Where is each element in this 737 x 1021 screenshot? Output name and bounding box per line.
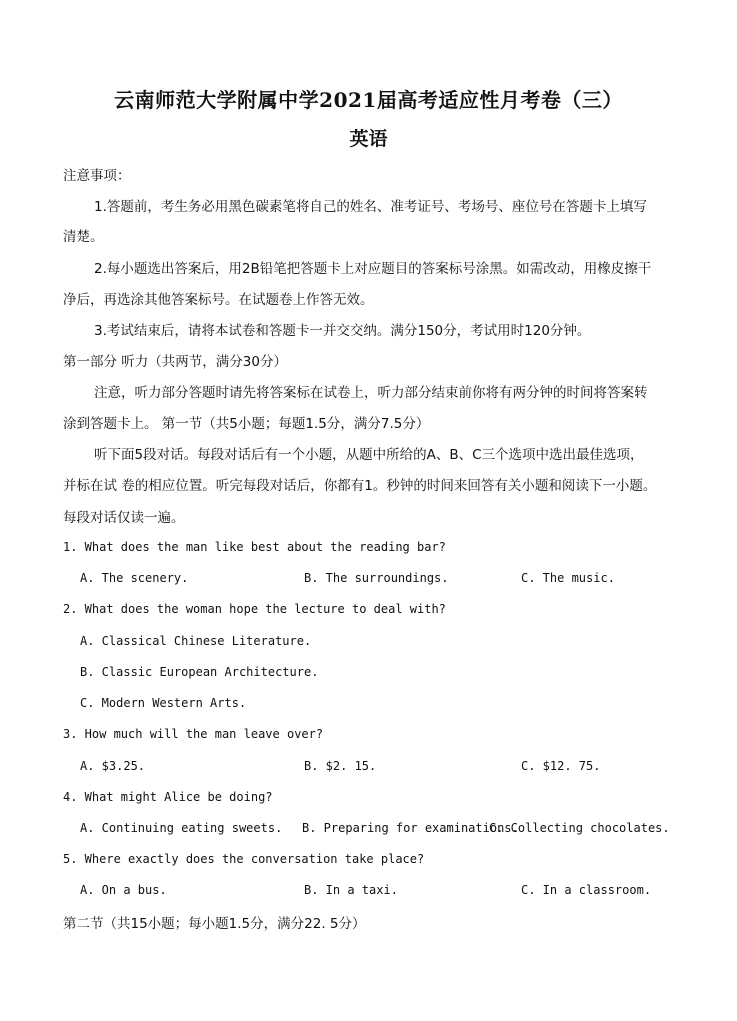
question-1-option-b: B. The surroundings. [304, 571, 449, 585]
part1-heading: 第一部分 听力（共两节，满分30分） [63, 354, 287, 370]
part1-instruction-line-2: 并标在试 卷的相应位置。听完每段对话后，你都有1。秒钟的时间来回答有关小题和阅读下一小题。 [63, 478, 657, 494]
question-3-stem: 3. How much will the man leave over? [63, 727, 324, 741]
part1-instruction-line-3: 每段对话仅读一遍。 [63, 510, 185, 526]
notice-heading: 注意事项： [63, 168, 131, 184]
question-2-option-a: A. Classical Chinese Literature. [80, 634, 312, 648]
part1-instruction-line-1: 听下面5段对话。每段对话后有一个小题，从题中所给的A、B、C三个选项中选出最佳选项， [94, 447, 644, 463]
question-4-option-a: A. Continuing eating sweets. [80, 821, 283, 835]
question-2-option-c: C. Modern Western Arts. [80, 696, 247, 710]
question-2-option-b: B. Classic European Architecture. [80, 665, 319, 679]
question-5-stem: 5. Where exactly does the conversation take place? [63, 852, 425, 866]
question-3-option-b: B. $2. 15. [304, 759, 377, 773]
notice-item-3: 3.考试结束后，请将本试卷和答题卡一并交交纳。满分150分，考试用时120分钟。 [94, 323, 591, 339]
question-3-option-c: C. $12. 75. [521, 759, 601, 773]
question-4-stem: 4. What might Alice be doing? [63, 790, 273, 804]
question-4-option-b: B. Preparing for examinations. [302, 821, 519, 835]
section2-heading: 第二节（共15小题；每小题1.5分，满分22. 5分） [63, 916, 366, 932]
subject-title: 英语 [349, 128, 388, 150]
notice-item-1-line-1: 1.答题前，考生务必用黑色碳素笔将自己的姓名、准考证号、考场号、座位号在答题卡上填写 [94, 199, 647, 215]
notice-item-2-line-2: 净后，再选涂其他答案标号。在试题卷上作答无效。 [63, 292, 374, 308]
notice-item-2-line-1: 2.每小题选出答案后，用2B铅笔把答题卡上对应题目的答案标号涂黑。如需改动，用橡皮擦干 [94, 261, 652, 277]
question-1-stem: 1. What does the man like best about the reading bar? [63, 540, 446, 554]
question-5-option-c: C. In a classroom. [521, 883, 652, 897]
page-title: 云南师范大学附属中学2021届高考适应性月考卷（三） [114, 88, 623, 112]
question-3-option-a: A. $3.25. [80, 759, 146, 773]
part1-note-line-2: 涂到答题卡上。 第一节（共5小题；每题1.5分，满分7.5分） [63, 416, 430, 432]
part1-note-line-1: 注意，听力部分答题时请先将答案标在试卷上，听力部分结束前你将有两分钟的时间将答案转 [94, 385, 648, 401]
question-1-option-a: A. The scenery. [80, 571, 189, 585]
question-5-option-b: B. In a taxi. [304, 883, 398, 897]
question-1-option-c: C. The music. [521, 571, 615, 585]
question-4-option-c: C. Collecting chocolates. [489, 821, 670, 835]
question-5-option-a: A. On a bus. [80, 883, 167, 897]
notice-item-1-line-2: 清楚。 [63, 229, 104, 245]
question-2-stem: 2. What does the woman hope the lecture to deal with? [63, 602, 446, 616]
